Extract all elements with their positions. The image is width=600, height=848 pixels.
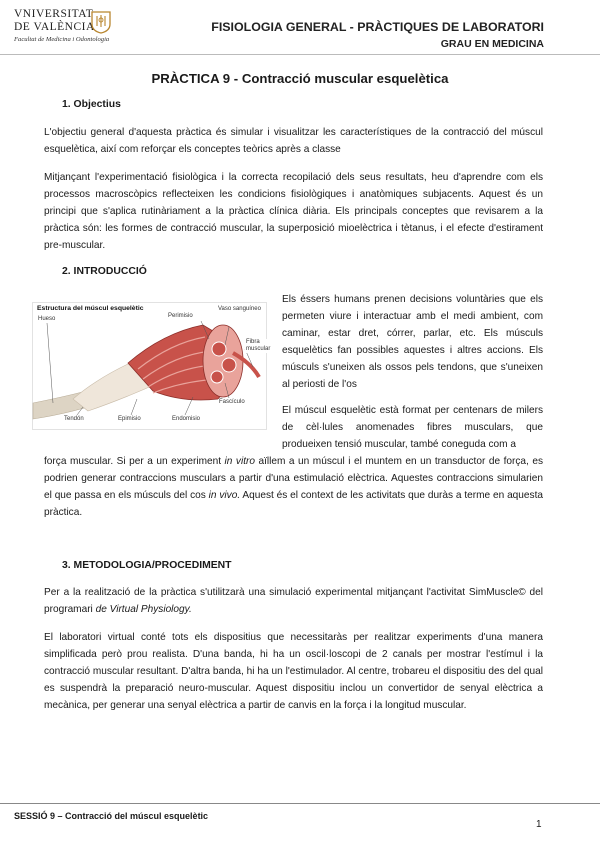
logo-line-1: VNIVERSITAT <box>14 8 94 20</box>
figure-label-epimisio: Epimisio <box>118 416 141 422</box>
software-name: de Virtual Physiology. <box>95 603 192 615</box>
footer-session: SESSIÓ 9 – Contracció del múscul esquelètic <box>14 811 209 821</box>
footer-divider <box>0 803 600 804</box>
in-vitro-term: in vitro <box>224 456 255 467</box>
paragraph-objectius-1: L'objectiu general d'aquesta pràctica és simular i visualitzar les característiques de la contracció del múscul esquelètica, així com reforçar els conceptes teòrics après a classe <box>44 127 543 155</box>
in-vivo-term: in vivo. <box>208 489 241 501</box>
logo-line-2: DE VALÈNCIA <box>14 21 95 33</box>
header-divider <box>0 54 600 55</box>
page-number: 1 <box>536 819 542 830</box>
paragraph-introduccio-2: El múscul esquelètic està format per centenars de milers de cèl·lules anomenades fibres musculars, que produeixen tensió muscular, també coneguda com a <box>282 405 543 450</box>
text-run: aïllem a un múscul i el muntem en un transductor de força, es podrien generar contraccions musculars a partir d'una estimulació elèctrica. Aquestes contraccions simularien el que passa en els músculs del cos <box>44 456 543 501</box>
university-logo <box>14 8 124 48</box>
header-subtitle: GRAU EN MEDICINA <box>440 38 544 50</box>
figure-label-fibra: Fibra muscular <box>246 339 271 352</box>
paragraph-objectius-2: Mitjançant l'experimentació fisiològica i la correcta recopilació dels seus resultats, heu d'aprendre com els processos macroscòpics reflecteixen les condicions fisiològiques i anatòmiques subjacents. Aquest és un principi que s'aplica rutinàriament a la pràctica clínica diària. Els principals conceptes que revisarem a la pràctica són: les formes de contracció muscular, la superposició mioelèctrica i tètanus, i el efecte d'estirament pre-muscular. <box>44 172 543 251</box>
paragraph-metodologia-2: El laboratori virtual conté tots els dispositius que necessitaràs per realitzar experiments d'una manera simplificada però prou realista. D'una banda, hi ha un oscil·loscopi de 2 canals per mostrar l'estímul i la contracció muscular resultant. D'altra banda, hi ha un l'estimulador. Al centre, trobareu el dispositiu des del qual es suspendrà la preparació neuro-muscular. Aquest dispositiu inclou un convertidor de senyal elèctrica a mecànica, per generar una senyal elèctrica a partir de canvis en la força i la longitud muscular. <box>44 632 543 711</box>
header-title: FISIOLOGIA GENERAL - PRÀCTIQUES DE LABORATORI <box>211 20 544 34</box>
figure-label-hueso: Hueso <box>38 316 56 322</box>
text-run: força muscular. Si per a un experiment <box>44 456 222 467</box>
paragraph-introduccio-3 <box>44 454 543 522</box>
text-run: Aquest és el context de les activitats que duràs a terme en aquesta pràctica. <box>44 489 543 518</box>
page-header <box>0 0 600 56</box>
page-title: PRÀCTICA 9 - Contracció muscular esquelètica <box>151 71 449 86</box>
figure-label-fasciculo: Fascículo <box>219 399 245 405</box>
figure-label-endomisio: Endomisio <box>172 416 201 422</box>
figure-label-perimisio: Perimisio <box>168 313 193 319</box>
section-heading-metodologia: 3. METODOLOGIA/PROCEDIMENT <box>62 560 232 571</box>
text-run: Per a la realització de la pràctica s'utilitzarà una simulació experimental mitjançant l'activitat SimMuscle© del programari <box>44 587 543 615</box>
paragraph-metodologia-1 <box>44 585 543 619</box>
figure-title: Estructura del múscul esquelètic <box>37 305 144 312</box>
figure-label-vaso: Vaso sanguíneo <box>217 306 263 313</box>
section-heading-introduccio: 2. INTRODUCCIÓ <box>62 266 147 277</box>
university-crest-icon <box>90 10 112 34</box>
paragraph-introduccio-1: Els éssers humans prenen decisions voluntàries que els permeten viure i interactuar amb el medi ambient, com caminar, estar dret, córrer, parlar, etc. Els músculs esquelètics fan possibles aquestes i altres accions. Els músculs s'uneixen als ossos pels tendons, que s'uneixen al periosti de l'os <box>282 294 543 390</box>
logo-faculty: Facultat de Medicina i Odontologia <box>14 36 110 43</box>
figure-label-tendon: Tendón <box>64 416 84 422</box>
muscle-structure-figure <box>32 302 271 430</box>
section-heading-objectius: 1. Objectius <box>62 99 121 110</box>
muscle-illustration <box>33 303 271 429</box>
